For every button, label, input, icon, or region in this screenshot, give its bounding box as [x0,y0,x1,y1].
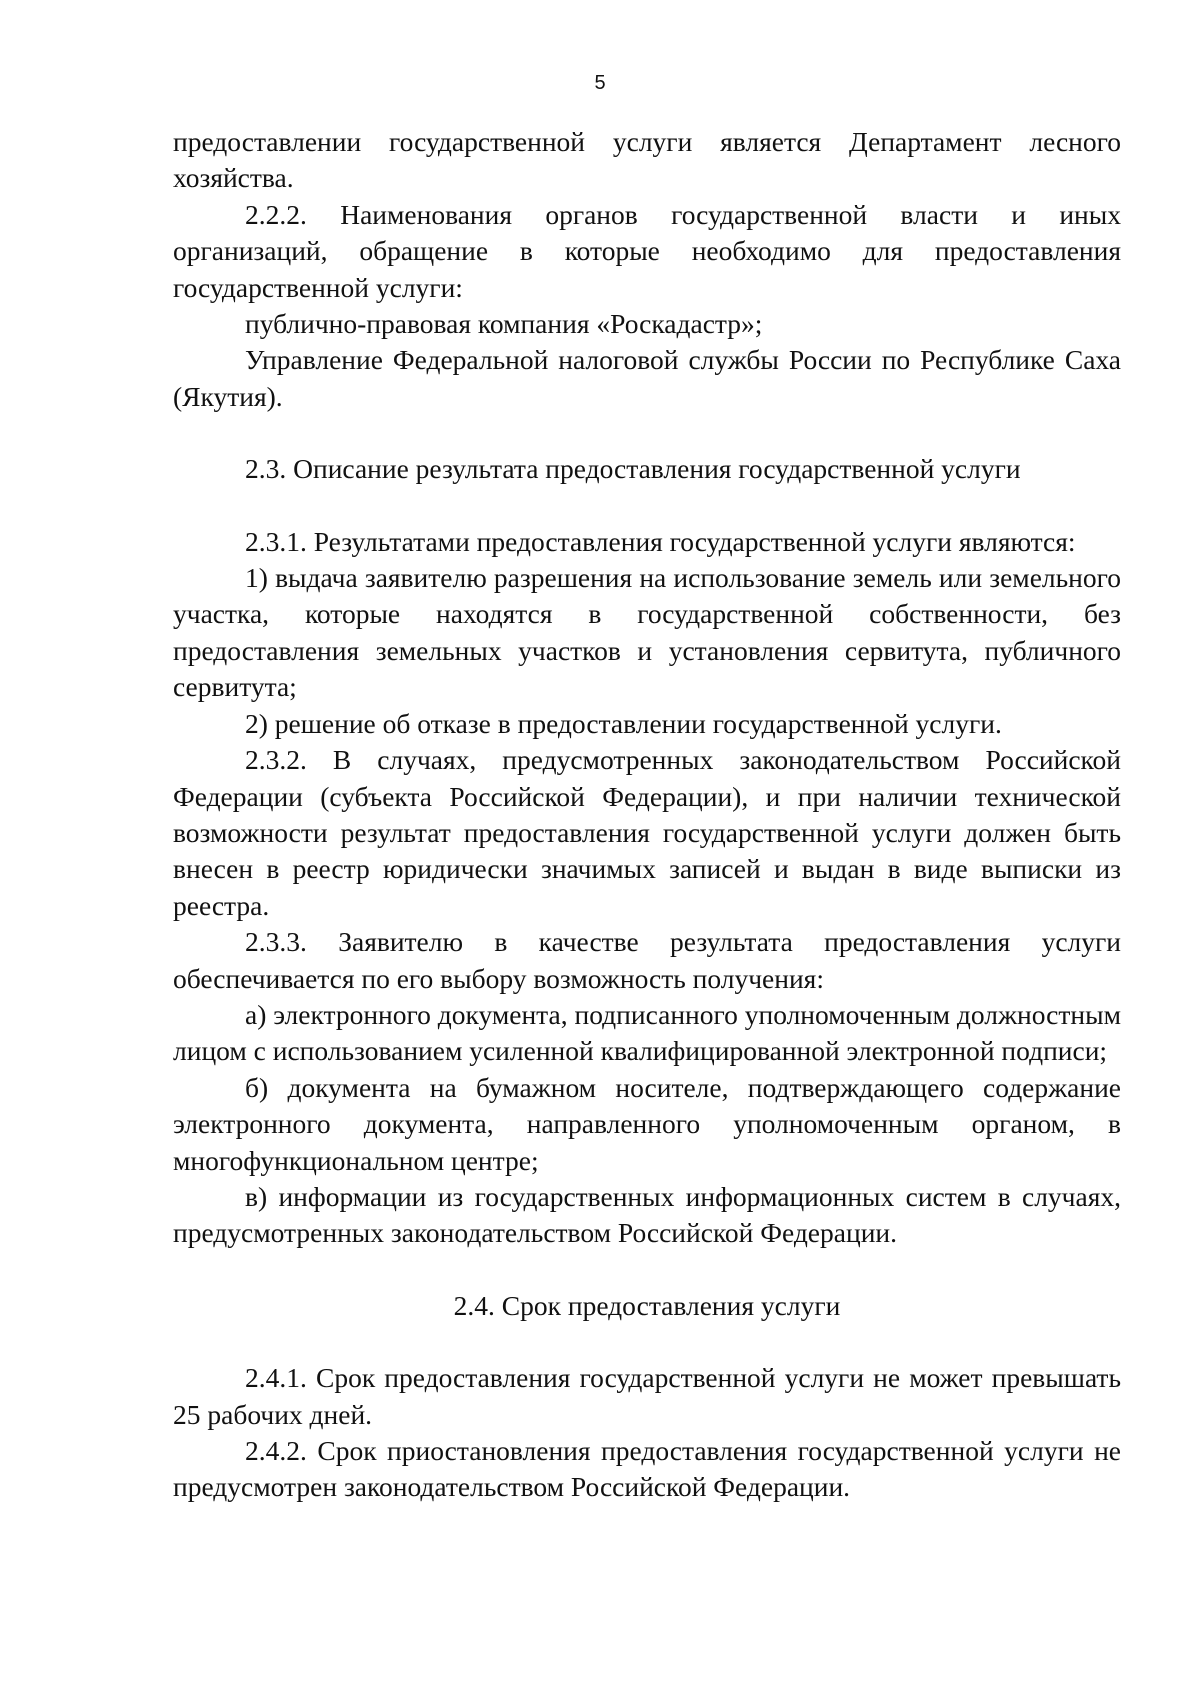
spacer [173,488,1121,524]
paragraph-roskadastr: публично-правовая компания «Роскадастр»; [245,308,763,340]
spacer [173,415,1121,451]
paragraph-2-3-1: 2.3.1. Результатами предоставления государственной услуги являются: [245,525,1076,557]
paragraph-continuation: предоставлении государственной услуги является Департамент лесного хозяйства. [173,126,1121,194]
paragraph-fns: Управление Федеральной налоговой службы России по Республике Саха (Якутия). [173,344,1121,412]
list-item-b: б) документа на бумажном носителе, подтверждающего содержание электронного документа, направленного уполномоченным органом, в многофункциональном центре; [173,1071,1121,1176]
paragraph-2-3-2: 2.3.2. В случаях, предусмотренных законодательством Российской Федерации (субъекта Российской Федерации), и при наличии технической возможности результат предоставления государственной услуги должен быть внесен в реестр юридически значимых записей и выдан в виде выписки из реестра. [173,744,1121,921]
paragraph-2-4-1: 2.4.1. Срок предоставления государственной услуги не может превышать 25 рабочих дней. [173,1362,1121,1430]
page-number: 5 [594,72,606,94]
paragraph-2-4-2: 2.4.2. Срок приостановления предоставления государственной услуги не предусмотрен законодательством Российской Федерации. [173,1435,1121,1503]
section-heading-2-3: 2.3. Описание результата предоставления государственной услуги [245,453,1021,485]
spacer [173,1252,1121,1288]
list-item-2: 2) решение об отказе в предоставлении государственной услуги. [245,707,1002,739]
list-item-a: а) электронного документа, подписанного уполномоченным должностным лицом с использованием усиленной квалифицированной электронной подписи; [173,998,1121,1067]
list-item-1: 1) выдача заявителю разрешения на использование земель или земельного участка, которые находятся в государственной собственности, без предоставления земельных участков и установления сервитута, публичного сервитута; [173,562,1121,703]
list-item-v: в) информации из государственных информационных систем в случаях, предусмотренных законодательством Российской Федерации. [173,1180,1121,1249]
document-body [173,124,1121,1506]
section-heading-2-4: 2.4. Срок предоставления услуги [453,1289,841,1321]
paragraph-2-2-2: 2.2.2. Наименования органов государственной власти и иных организаций, обращение в которые необходимо для предоставления государственной услуги: [173,198,1121,303]
paragraph-2-3-3: 2.3.3. Заявителю в качестве результата предоставления услуги обеспечивается по его выбору возможность получения: [173,926,1121,994]
spacer [173,1324,1121,1360]
